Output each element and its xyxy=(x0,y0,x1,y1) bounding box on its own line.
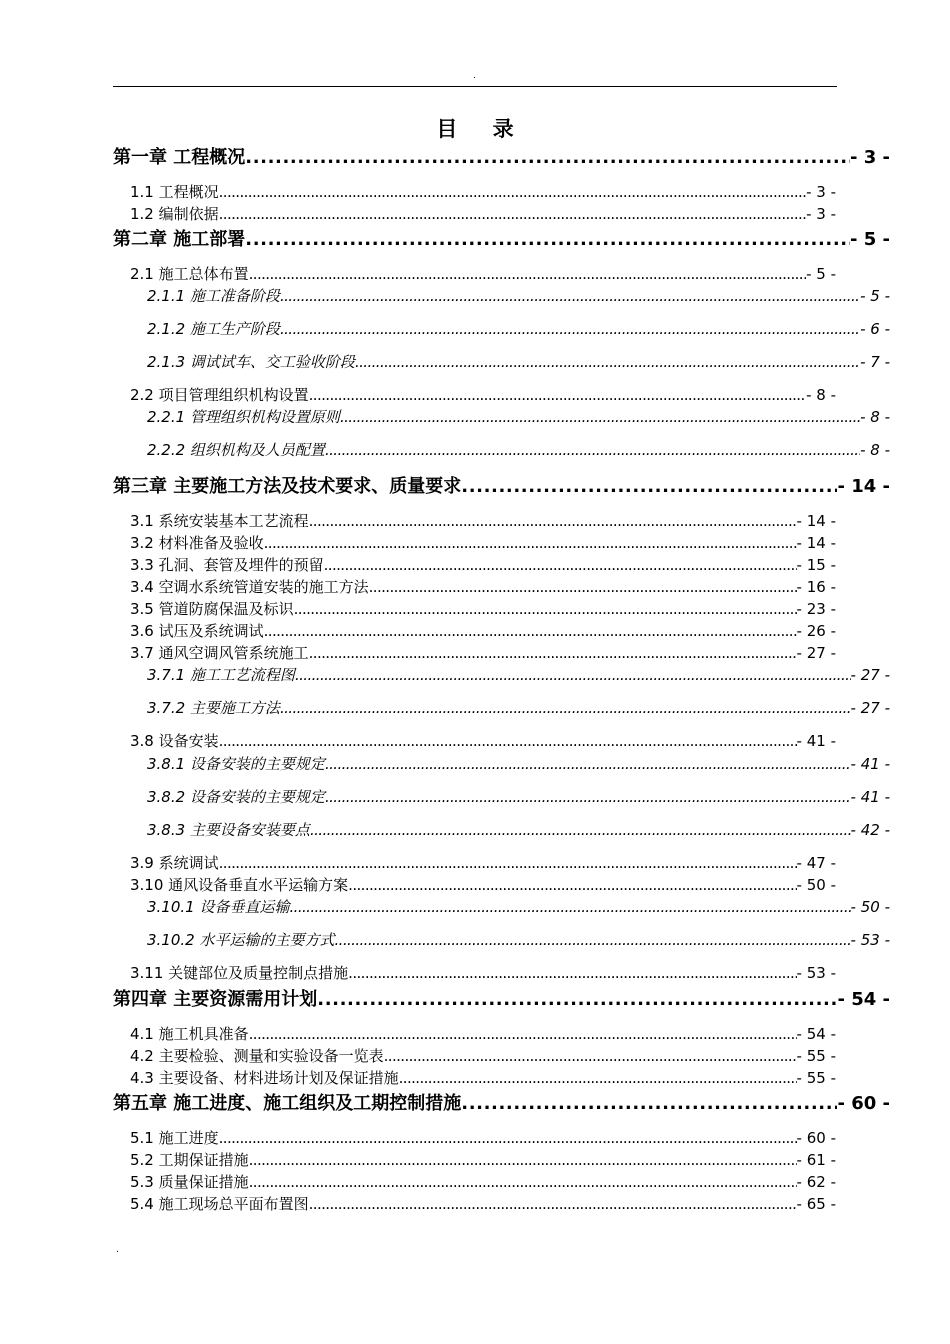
toc-entry-page: - 23 - xyxy=(796,600,836,618)
toc-entry-page: - 8 - xyxy=(806,386,836,404)
toc-entry-level1[interactable] xyxy=(113,146,890,170)
toc-entry-page: - 50 - xyxy=(796,876,836,894)
dot-leader xyxy=(280,319,860,340)
toc-entry-page: - 15 - xyxy=(796,556,836,574)
toc-entry-label: 第二章 施工部署 xyxy=(113,229,246,250)
toc-entry-level3[interactable] xyxy=(147,820,890,841)
toc-entry-page: - 53 - xyxy=(796,964,836,982)
dot-leader xyxy=(219,1128,797,1149)
toc-entry-label: 2.1.2 施工生产阶段 xyxy=(147,320,280,338)
toc-entry-label: 3.8.3 主要设备安装要点 xyxy=(147,821,310,839)
toc-entry-page: - 27 - xyxy=(796,644,836,662)
toc-entry-label: 2.2.2 组织机构及人员配置 xyxy=(147,441,325,459)
toc-entry-level2[interactable] xyxy=(130,963,836,984)
toc-entry-label: 3.8.2 设备安装的主要规定 xyxy=(147,788,325,806)
toc-entry-level2[interactable] xyxy=(130,555,836,576)
toc-entry-level2[interactable] xyxy=(130,1128,836,1149)
toc-entry-page: - 14 - xyxy=(796,512,836,530)
dot-leader xyxy=(289,897,850,918)
toc-entry-page: - 26 - xyxy=(796,622,836,640)
dot-leader xyxy=(334,930,850,951)
dot-leader xyxy=(325,787,851,808)
toc-entry-label: 第四章 主要资源需用计划 xyxy=(113,989,318,1010)
toc-entry-page: - 8 - xyxy=(860,408,890,426)
dot-leader xyxy=(249,264,806,285)
dot-leader xyxy=(295,665,851,686)
dot-leader xyxy=(399,1068,797,1089)
toc-entry-label: 3.8.1 设备安装的主要规定 xyxy=(147,755,325,773)
dot-leader xyxy=(280,698,851,719)
dot-leader xyxy=(249,1150,797,1171)
toc-entry-level2[interactable] xyxy=(130,643,836,664)
toc-entry-level2[interactable] xyxy=(130,385,836,406)
toc-entry-level3[interactable] xyxy=(147,407,890,428)
toc-entry-level2[interactable] xyxy=(130,599,836,620)
toc-entry-label: 第五章 施工进度、施工组织及工期控制措施 xyxy=(113,1093,462,1114)
dot-leader xyxy=(317,988,837,1012)
toc-entry-level3[interactable] xyxy=(147,930,890,951)
toc-entry-page: - 5 - xyxy=(850,229,890,250)
toc-entry-label: 3.2 材料准备及验收 xyxy=(130,534,264,552)
toc-entry-level2[interactable] xyxy=(130,853,836,874)
toc-entry-label: 5.4 施工现场总平面布置图 xyxy=(130,1195,309,1213)
header-mark: . xyxy=(473,71,476,81)
toc-entry-level3[interactable] xyxy=(147,897,890,918)
toc-entry-level3[interactable] xyxy=(147,665,890,686)
toc-entry-page: - 27 - xyxy=(850,699,890,717)
dot-leader xyxy=(309,643,797,664)
dot-leader xyxy=(294,599,797,620)
toc-entry-level1[interactable] xyxy=(113,1092,890,1116)
toc-entry-label: 5.1 施工进度 xyxy=(130,1129,219,1147)
toc-entry-label: 2.1.3 调试试车、交工验收阶段 xyxy=(147,353,355,371)
toc-entry-page: - 14 - xyxy=(837,476,890,497)
toc-entry-level3[interactable] xyxy=(147,787,890,808)
toc-entry-label: 第一章 工程概况 xyxy=(113,147,246,168)
dot-leader xyxy=(355,352,860,373)
toc-entry-level2[interactable] xyxy=(130,1046,836,1067)
toc-entry-label: 5.3 质量保证措施 xyxy=(130,1173,249,1191)
toc-entry-page: - 6 - xyxy=(860,320,890,338)
dot-leader xyxy=(369,577,797,598)
toc-entry-level2[interactable] xyxy=(130,204,836,225)
toc-entry-label: 第三章 主要施工方法及技术要求、质量要求 xyxy=(113,476,462,497)
toc-entry-level1[interactable] xyxy=(113,988,890,1012)
toc-entry-label: 2.2 项目管理组织机构设置 xyxy=(130,386,309,404)
dot-leader xyxy=(384,1046,797,1067)
toc-entry-label: 3.8 设备安装 xyxy=(130,732,219,750)
toc-entry-page: - 41 - xyxy=(796,732,836,750)
toc-entry-page: - 53 - xyxy=(850,931,890,949)
toc-entry-label: 2.1.1 施工准备阶段 xyxy=(147,287,280,305)
dot-leader xyxy=(340,407,860,428)
toc-entry-level3[interactable] xyxy=(147,698,890,719)
dot-leader xyxy=(264,533,797,554)
toc-entry-label: 2.2.1 管理组织机构设置原则 xyxy=(147,408,340,426)
toc-entry-level2[interactable] xyxy=(130,1150,836,1171)
dot-leader xyxy=(310,820,851,841)
dot-leader xyxy=(249,1024,797,1045)
toc-entry-page: - 3 - xyxy=(850,147,890,168)
toc-entry-page: - 55 - xyxy=(796,1047,836,1065)
toc-entry-level2[interactable] xyxy=(130,1172,836,1193)
toc-entry-level2[interactable] xyxy=(130,1068,836,1089)
toc-entry-label: 3.11 关键部位及质量控制点措施 xyxy=(130,964,349,982)
dot-leader xyxy=(309,385,806,406)
toc-entry-level2[interactable] xyxy=(130,1194,836,1215)
toc-entry-label: 3.10 通风设备垂直水平运输方案 xyxy=(130,876,349,894)
dot-leader xyxy=(348,875,796,896)
toc-entry-level2[interactable] xyxy=(130,621,836,642)
toc-entry-label: 4.1 施工机具准备 xyxy=(130,1025,249,1043)
toc-entry-page: - 27 - xyxy=(850,666,890,684)
toc-entry-label: 4.3 主要设备、材料进场计划及保证措施 xyxy=(130,1069,399,1087)
toc-entry-level3[interactable] xyxy=(147,319,890,340)
dot-leader xyxy=(219,853,797,874)
toc-entry-page: - 16 - xyxy=(796,578,836,596)
toc-entry-label: 3.7.1 施工工艺流程图 xyxy=(147,666,295,684)
dot-leader xyxy=(309,1194,797,1215)
toc-entry-level2[interactable] xyxy=(130,511,836,532)
toc-entry-page: - 60 - xyxy=(837,1093,890,1114)
dot-leader xyxy=(219,731,797,752)
dot-leader xyxy=(324,555,797,576)
toc-entry-level2[interactable] xyxy=(130,264,836,285)
toc-entry-label: 5.2 工期保证措施 xyxy=(130,1151,249,1169)
toc-entry-label: 3.1 系统安装基本工艺流程 xyxy=(130,512,309,530)
toc-entry-page: - 5 - xyxy=(806,265,836,283)
toc-entry-level3[interactable] xyxy=(147,286,890,307)
dot-leader xyxy=(249,1172,797,1193)
toc-entry-level2[interactable] xyxy=(130,533,836,554)
toc-entry-page: - 61 - xyxy=(796,1151,836,1169)
toc-entry-label: 2.1 施工总体布置 xyxy=(130,265,249,283)
dot-leader xyxy=(309,511,797,532)
toc-entry-page: - 50 - xyxy=(850,898,890,916)
toc-entry-page: - 3 - xyxy=(806,183,836,201)
toc-entry-level2[interactable] xyxy=(130,182,836,203)
toc-entry-level2[interactable] xyxy=(130,1024,836,1045)
dot-leader xyxy=(280,286,860,307)
dot-leader xyxy=(325,440,860,461)
toc-entry-page: - 54 - xyxy=(837,989,890,1010)
footer-mark: . xyxy=(116,1245,119,1255)
toc-entry-page: - 41 - xyxy=(850,755,890,773)
dot-leader xyxy=(325,754,851,775)
toc-entry-page: - 65 - xyxy=(796,1195,836,1213)
toc-entry-label: 3.5 管道防腐保温及标识 xyxy=(130,600,294,618)
dot-leader xyxy=(219,204,806,225)
toc-entry-level2[interactable] xyxy=(130,731,836,752)
dot-leader xyxy=(245,228,850,252)
toc-entry-page: - 60 - xyxy=(796,1129,836,1147)
toc-entry-level2[interactable] xyxy=(130,875,836,896)
toc-entry-page: - 8 - xyxy=(860,441,890,459)
toc-entry-label: 1.2 编制依据 xyxy=(130,205,219,223)
toc-entry-label: 3.9 系统调试 xyxy=(130,854,219,872)
toc-entry-label: 3.7.2 主要施工方法 xyxy=(147,699,280,717)
toc-entry-label: 1.1 工程概况 xyxy=(130,183,219,201)
toc-entry-page: - 41 - xyxy=(850,788,890,806)
dot-leader xyxy=(348,963,796,984)
dot-leader xyxy=(245,146,850,170)
toc-entry-label: 3.7 通风空调风管系统施工 xyxy=(130,644,309,662)
toc-entry-label: 3.3 孔洞、套管及埋件的预留 xyxy=(130,556,324,574)
toc-entry-page: - 62 - xyxy=(796,1173,836,1191)
toc-entry-page: - 55 - xyxy=(796,1069,836,1087)
toc-entry-page: - 14 - xyxy=(796,534,836,552)
dot-leader xyxy=(264,621,797,642)
toc-entry-level3[interactable] xyxy=(147,754,890,775)
toc-entry-page: - 47 - xyxy=(796,854,836,872)
toc-entry-label: 3.10.1 设备垂直运输 xyxy=(147,898,290,916)
toc-entry-level2[interactable] xyxy=(130,577,836,598)
toc-entry-label: 3.4 空调水系统管道安装的施工方法 xyxy=(130,578,369,596)
toc-entry-label: 3.10.2 水平运输的主要方式 xyxy=(147,931,335,949)
toc-entry-label: 4.2 主要检验、测量和实验设备一览表 xyxy=(130,1047,384,1065)
toc-entry-level1[interactable] xyxy=(113,475,890,499)
dot-leader xyxy=(219,182,806,203)
toc-entry-level1[interactable] xyxy=(113,228,890,252)
toc-entry-page: - 54 - xyxy=(796,1025,836,1043)
toc-entry-level3[interactable] xyxy=(147,440,890,461)
dot-leader xyxy=(461,1092,837,1116)
toc-entry-label: 3.6 试压及系统调试 xyxy=(130,622,264,640)
toc-entry-page: - 3 - xyxy=(806,205,836,223)
toc-entry-page: - 7 - xyxy=(860,353,890,371)
toc-entry-page: - 42 - xyxy=(850,821,890,839)
toc-title: 目 录 xyxy=(436,117,528,141)
dot-leader xyxy=(461,475,837,499)
toc-entry-page: - 5 - xyxy=(860,287,890,305)
toc-entry-level3[interactable] xyxy=(147,352,890,373)
